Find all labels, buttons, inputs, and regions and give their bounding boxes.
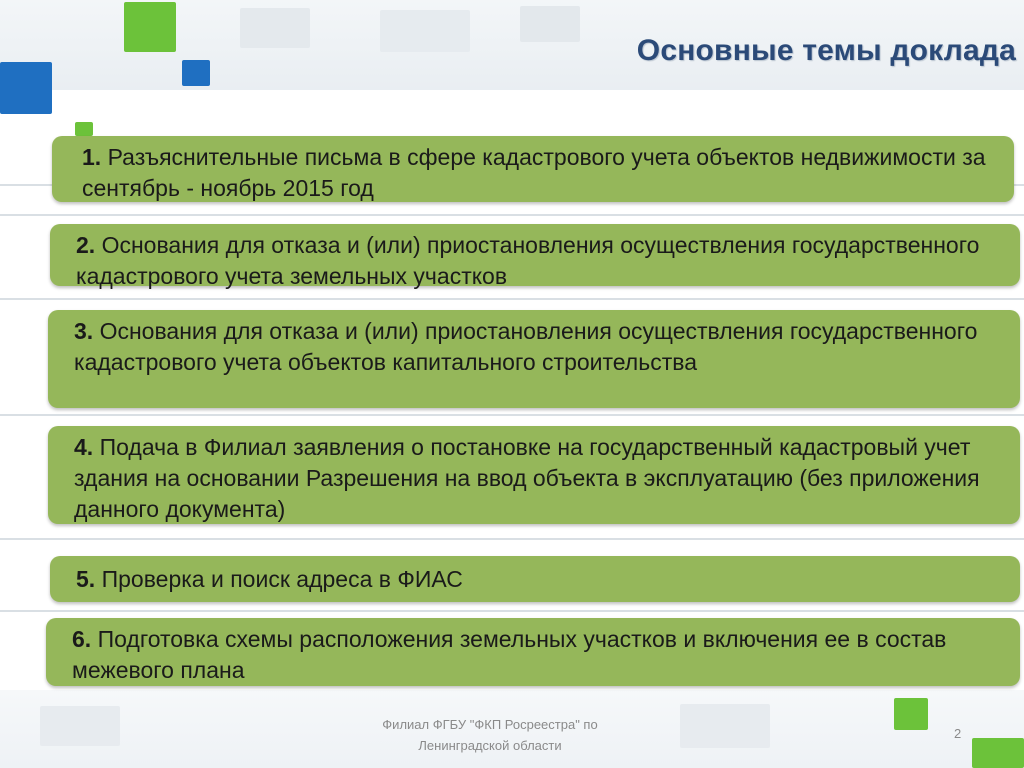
decor-tile <box>380 10 470 52</box>
divider-line <box>0 214 1024 216</box>
footer-line: Филиал ФГБУ "ФКП Росреестра" по <box>382 717 598 732</box>
divider-line <box>0 298 1024 300</box>
topic-text: Проверка и поиск адреса в ФИАС <box>95 566 463 592</box>
topic-text: Разъяснительные письма в сфере кадастрового учета объектов недвижимости за сентябрь - ноябрь 2015 год <box>82 144 986 201</box>
page-number: 2 <box>954 726 962 741</box>
topic-number: 3. <box>74 318 94 344</box>
topic-number: 1. <box>82 144 102 170</box>
topic-number: 5. <box>76 566 96 592</box>
topic-item <box>48 426 1020 524</box>
decor-tile <box>240 8 310 48</box>
decor-tile <box>124 2 176 52</box>
decor-tile <box>0 62 52 114</box>
topic-text: Подготовка схемы расположения земельных участков и включения ее в состав межевого плана <box>72 626 947 683</box>
topic-text: Основания для отказа и (или) приостановления осуществления государственного кадастрового учета земельных участков <box>76 232 980 289</box>
topic-text: Подача в Филиал заявления о постановке на государственный кадастровый учет здания на основании Разрешения на ввод объекта в эксплуатацию (без приложения данного документа) <box>74 434 980 522</box>
decor-tile <box>182 60 210 86</box>
divider-line <box>0 414 1024 416</box>
footer-text <box>360 714 620 756</box>
topic-number: 2. <box>76 232 96 258</box>
decor-tile <box>40 706 120 746</box>
topic-item <box>46 618 1020 686</box>
topic-item <box>50 224 1020 289</box>
topic-text: Основания для отказа и (или) приостановления осуществления государственного кадастрового учета объектов капитального строительства <box>74 318 978 375</box>
decor-tile <box>680 704 770 748</box>
decor-tile <box>520 6 580 42</box>
topic-number: 6. <box>72 626 92 652</box>
topic-item <box>48 310 1020 408</box>
divider-line <box>0 538 1024 540</box>
topic-number: 4. <box>74 434 94 460</box>
footer-line: Ленинградской области <box>418 738 562 753</box>
divider-line <box>0 610 1024 612</box>
page-title: Основные темы доклада <box>636 34 1016 67</box>
decor-tile <box>75 122 93 136</box>
decor-tile <box>894 698 928 730</box>
decor-tile <box>972 738 1024 768</box>
topic-item <box>50 556 1020 602</box>
topic-item <box>52 136 1014 202</box>
